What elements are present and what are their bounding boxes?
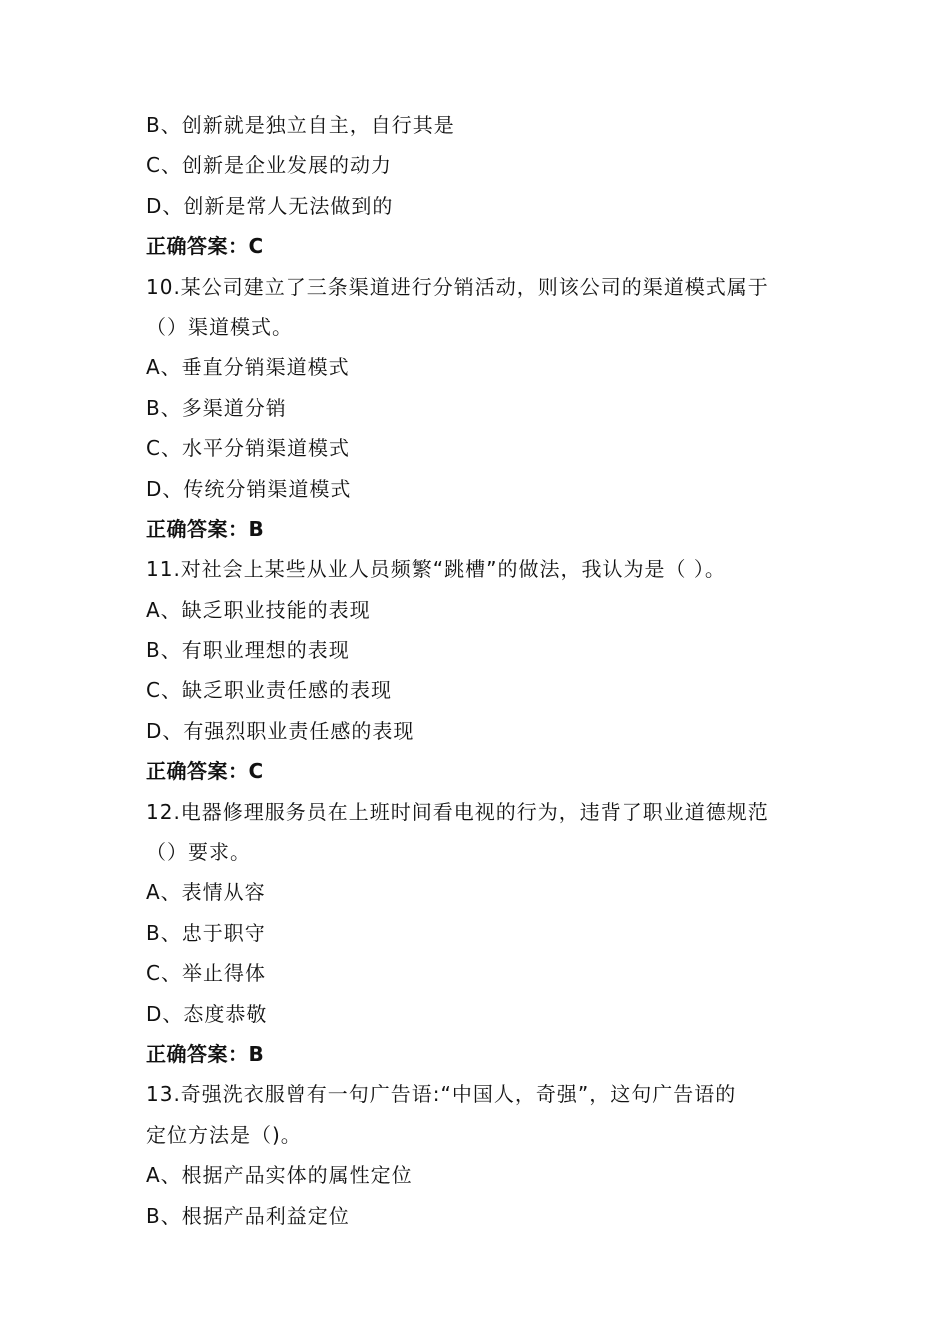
option-line: B、有职业理想的表现 bbox=[146, 638, 350, 663]
correct-answer: 正确答案：B bbox=[146, 516, 265, 541]
option-line: A、根据产品实体的属性定位 bbox=[146, 1163, 413, 1188]
question-10: 10.某公司建立了三条渠道进行分销活动，则该公司的渠道模式属于 bbox=[146, 274, 769, 299]
option-line: B、忠于职守 bbox=[146, 920, 266, 945]
question-13: 13.奇强洗衣服曾有一句广告语:“中国人，奇强”，这句广告语的 bbox=[146, 1082, 737, 1107]
question-12-continuation: （）要求。 bbox=[146, 840, 251, 865]
correct-answer: 正确答案：B bbox=[146, 1041, 265, 1066]
question-12: 12.电器修理服务员在上班时间看电视的行为，违背了职业道德规范 bbox=[146, 799, 769, 824]
option-line: A、垂直分销渠道模式 bbox=[146, 355, 350, 380]
option-line: D、态度恭敬 bbox=[146, 1001, 268, 1026]
option-line: D、传统分销渠道模式 bbox=[146, 476, 352, 501]
correct-answer: 正确答案：C bbox=[146, 234, 264, 259]
option-line: A、表情从容 bbox=[146, 880, 266, 905]
option-line: C、举止得体 bbox=[146, 961, 266, 986]
question-13-continuation: 定位方法是（)。 bbox=[146, 1122, 302, 1147]
exam-content bbox=[146, 105, 826, 1236]
question-11: 11.对社会上某些从业人员频繁“跳槽”的做法，我认为是（ ）。 bbox=[146, 557, 726, 582]
option-line: C、创新是企业发展的动力 bbox=[146, 153, 392, 178]
option-line: B、根据产品利益定位 bbox=[146, 1203, 350, 1228]
option-line: C、缺乏职业责任感的表现 bbox=[146, 678, 392, 703]
option-line: B、创新就是独立自主，自行其是 bbox=[146, 113, 455, 137]
option-line: C、水平分销渠道模式 bbox=[146, 436, 350, 461]
correct-answer: 正确答案：C bbox=[146, 759, 264, 784]
option-line: D、有强烈职业责任感的表现 bbox=[146, 718, 415, 743]
question-10-continuation: （）渠道模式。 bbox=[146, 314, 293, 339]
option-line: A、缺乏职业技能的表现 bbox=[146, 597, 371, 622]
option-line: D、创新是常人无法做到的 bbox=[146, 193, 394, 218]
option-line: B、多渠道分销 bbox=[146, 395, 287, 420]
